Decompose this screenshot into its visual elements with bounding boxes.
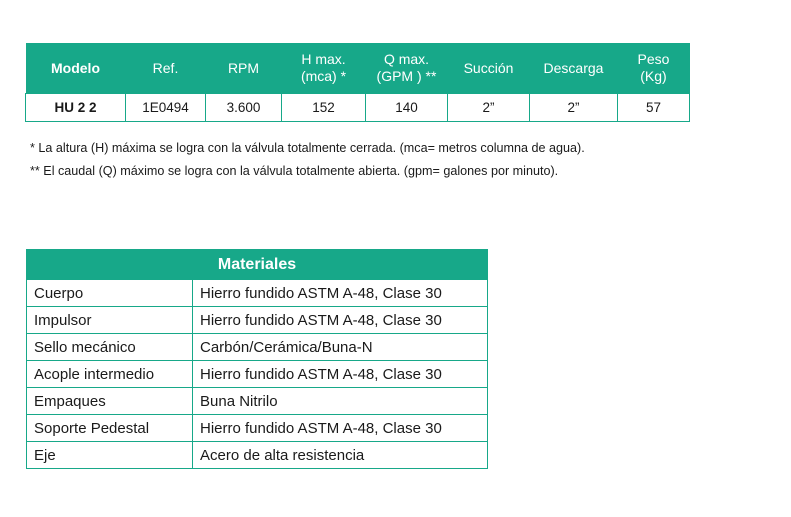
material-part: Impulsor [27, 307, 193, 334]
material-part: Acople intermedio [27, 361, 193, 388]
table-row [27, 361, 488, 388]
material-part: Cuerpo [27, 280, 193, 307]
table-row [27, 334, 488, 361]
table-row [27, 280, 488, 307]
spec-header-row [26, 43, 690, 94]
material-part: Eje [27, 442, 193, 469]
material-part: Sello mecánico [27, 334, 193, 361]
materials-table [26, 249, 488, 469]
material-value: Carbón/Cerámica/Buna-N [193, 334, 488, 361]
col-header-hmax: H max. (mca) * [282, 43, 366, 94]
cell-qmax: 140 [366, 94, 448, 122]
cell-rpm: 3.600 [206, 94, 282, 122]
material-value: Acero de alta resistencia [193, 442, 488, 469]
material-value: Hierro fundido ASTM A-48, Clase 30 [193, 307, 488, 334]
material-value: Buna Nitrilo [193, 388, 488, 415]
col-header-descarga: Descarga [530, 43, 618, 94]
table-row [27, 442, 488, 469]
materials-title: Materiales [27, 250, 488, 280]
cell-modelo: HU 2 2 [26, 94, 126, 122]
cell-peso: 57 [618, 94, 690, 122]
col-header-modelo: Modelo [26, 43, 126, 94]
cell-descarga: 2” [530, 94, 618, 122]
material-value: Hierro fundido ASTM A-48, Clase 30 [193, 415, 488, 442]
material-part: Empaques [27, 388, 193, 415]
material-value: Hierro fundido ASTM A-48, Clase 30 [193, 280, 488, 307]
col-header-ref: Ref. [126, 43, 206, 94]
table-row [27, 307, 488, 334]
table-row [26, 94, 690, 122]
cell-succion: 2” [448, 94, 530, 122]
cell-ref: 1E0494 [126, 94, 206, 122]
footnote-height: * La altura (H) máxima se logra con la válvula totalmente cerrada. (mca= metros columna de agua). [30, 141, 585, 155]
col-header-succion: Succión [448, 43, 530, 94]
col-header-rpm: RPM [206, 43, 282, 94]
col-header-peso: Peso (Kg) [618, 43, 690, 94]
spec-table [25, 43, 690, 122]
cell-hmax: 152 [282, 94, 366, 122]
material-part: Soporte Pedestal [27, 415, 193, 442]
material-value: Hierro fundido ASTM A-48, Clase 30 [193, 361, 488, 388]
footnotes [30, 137, 585, 183]
table-row [27, 388, 488, 415]
col-header-qmax: Q max. (GPM ) ** [366, 43, 448, 94]
footnote-flow: ** El caudal (Q) máximo se logra con la válvula totalmente abierta. (gpm= galones por minuto). [30, 164, 559, 178]
table-row [27, 415, 488, 442]
